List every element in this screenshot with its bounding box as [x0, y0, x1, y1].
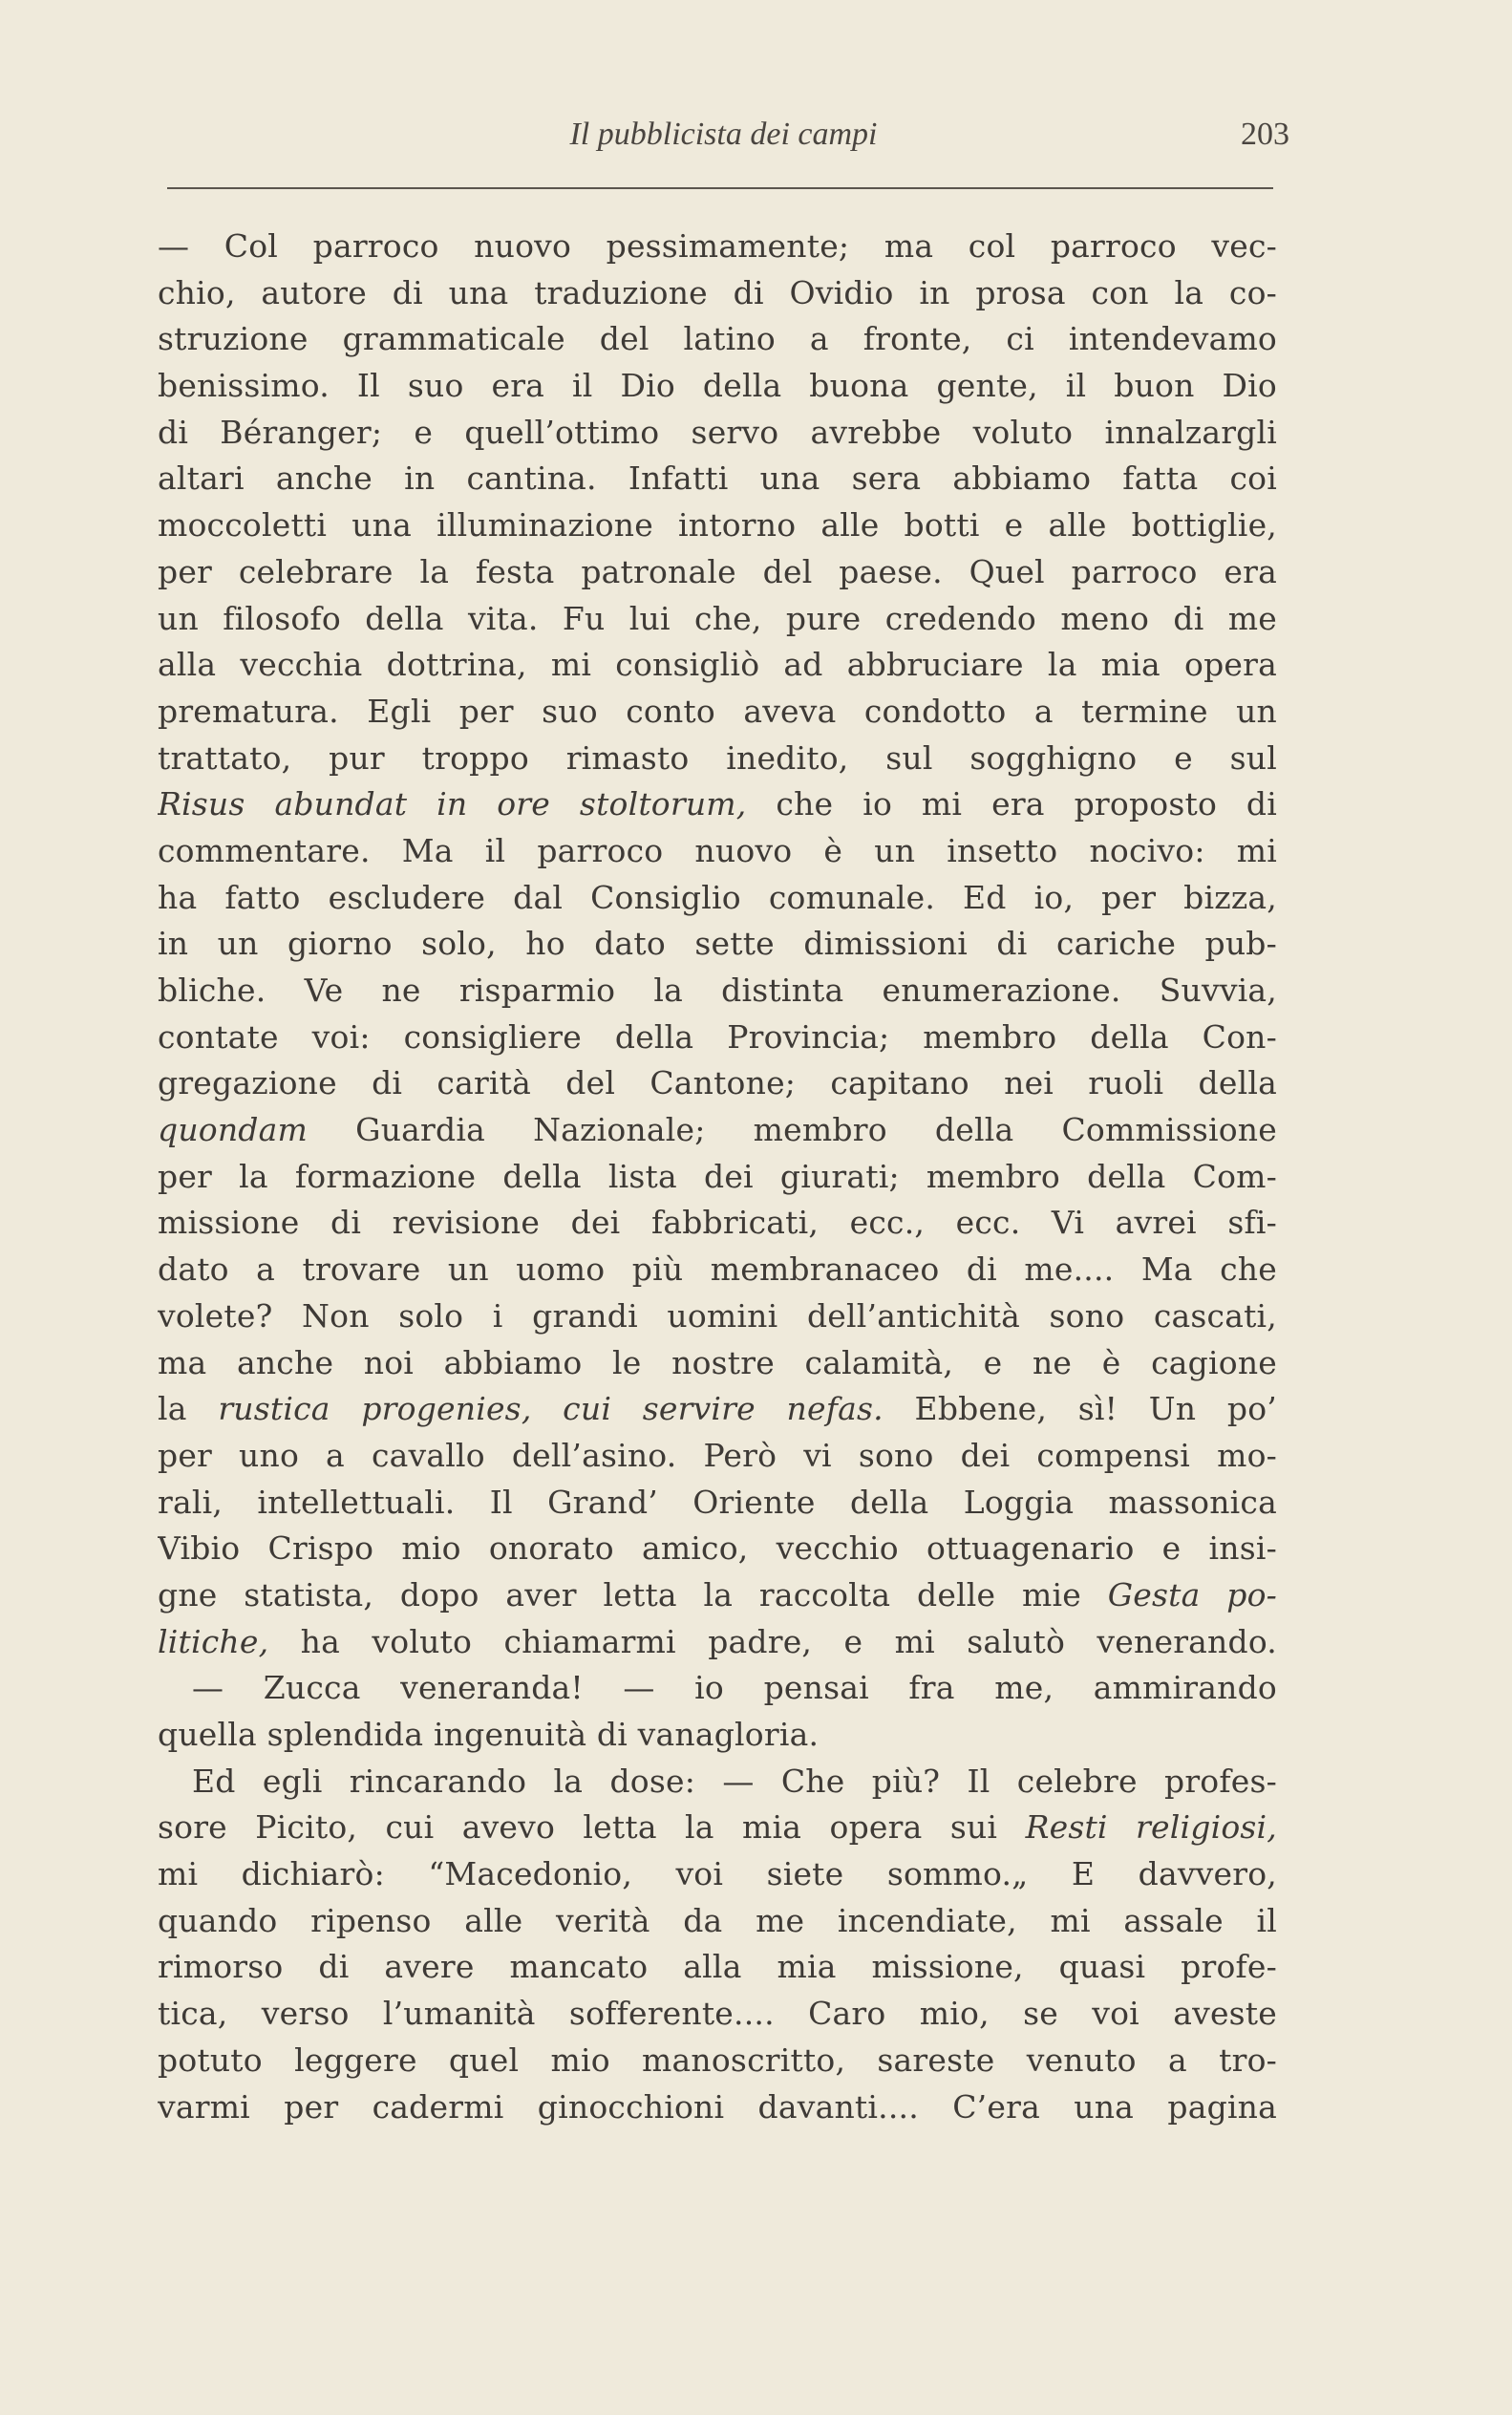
line-text: — Col parroco nuovo pessimamente; ma col parroco vec-	[158, 227, 1277, 265]
italic-phrase: Risus abundat in ore stoltorum,	[158, 785, 747, 823]
line-text: per la formazione della lista dei giurati; membro della Com-	[158, 1157, 1277, 1195]
line-text: — Zucca veneranda! — io pensai fra me, ammirando	[192, 1669, 1277, 1707]
text-line	[158, 1015, 1277, 1061]
body-text	[158, 224, 1277, 2130]
line-text: rali, intellettuali. Il Grand’ Oriente della Loggia massonica	[158, 1483, 1277, 1521]
text-line	[158, 875, 1277, 922]
line-text: missione di revisione dei fabbricati, ecc., ecc. Vi avrei sfi-	[158, 1204, 1277, 1242]
line-text: altari anche in cantina. Infatti una sera abbiamo fatta coi	[158, 459, 1277, 498]
text-line	[158, 1480, 1277, 1527]
line-text: per uno a cavallo dell’asino. Però vi sono dei compensi mo-	[158, 1436, 1277, 1474]
line-text: commentare. Ma il parroco nuovo è un insetto nocivo: mi	[158, 831, 1277, 869]
text-line	[158, 1712, 1277, 1759]
italic-phrase: quondam	[158, 1111, 308, 1149]
text-line	[158, 1572, 1277, 1619]
text-line	[158, 736, 1277, 782]
page-number: 203	[1241, 117, 1289, 152]
text-line	[158, 1433, 1277, 1480]
text-line	[158, 1898, 1277, 1945]
text-line	[158, 642, 1277, 689]
line-prefix: sore Picito, cui avevo letta la mia opera sui	[158, 1808, 1026, 1847]
text-line	[158, 1060, 1277, 1107]
text-line	[158, 502, 1277, 549]
text-line	[158, 1805, 1277, 1851]
header-rule	[167, 187, 1273, 189]
line-text: quando ripenso alle verità da me incendiate, mi assale il	[158, 1901, 1277, 1939]
text-line	[158, 1759, 1277, 1806]
line-text: trattato, pur troppo rimasto inedito, sul sogghigno e sul	[158, 738, 1277, 777]
text-line	[158, 1991, 1277, 2038]
line-text: mi dichiarò: “Macedonio, voi siete sommo.„ E davvero,	[158, 1855, 1277, 1893]
running-header	[158, 117, 1289, 170]
line-text: bliche. Ve ne risparmio la distinta enumerazione. Suvvia,	[158, 972, 1277, 1009]
text-line	[158, 968, 1277, 1015]
line-text: ha voluto chiamarmi padre, e mi salutò venerando.	[268, 1622, 1277, 1660]
line-text: per celebrare la festa patronale del paese. Quel parroco era	[158, 552, 1277, 590]
text-line	[158, 1340, 1277, 1387]
text-line	[158, 828, 1277, 875]
text-line	[158, 2084, 1277, 2131]
text-line	[158, 921, 1277, 968]
text-line	[158, 1619, 1277, 1666]
text-line	[158, 456, 1277, 502]
text-line	[158, 363, 1277, 410]
line-text: quella splendida ingenuità di vanagloria.	[158, 1716, 820, 1753]
text-line	[158, 1154, 1277, 1201]
line-text: gregazione di carità del Cantone; capitano nei ruoli della	[158, 1064, 1277, 1102]
text-line	[158, 1107, 1277, 1154]
line-text: moccoletti una illuminazione intorno alle botti e alle bottiglie,	[158, 506, 1277, 545]
line-text: potuto leggere quel mio manoscritto, sareste venuto a tro-	[158, 2041, 1277, 2079]
text-line	[158, 781, 1277, 828]
line-text: varmi per cadermi ginocchioni davanti.... C’era una pagina	[158, 2087, 1277, 2126]
text-line	[158, 1944, 1277, 1991]
italic-phrase: rustica progenies, cui servire nefas.	[218, 1390, 884, 1428]
line-text: rimorso di avere mancato alla mia missione, quasi profe-	[158, 1948, 1277, 1986]
italic-phrase: Resti religiosi,	[1025, 1808, 1277, 1847]
text-line	[158, 1665, 1277, 1712]
text-line	[158, 1851, 1277, 1898]
line-text: Ebbene, sì! Un po’	[883, 1390, 1277, 1428]
text-line	[158, 410, 1277, 457]
italic-phrase: litiche,	[158, 1622, 269, 1660]
line-text: che io mi era proposto di	[746, 785, 1277, 823]
text-line	[158, 1386, 1277, 1433]
line-text: chio, autore di una traduzione di Ovidio in prosa con la co-	[158, 273, 1277, 311]
text-line	[158, 2038, 1277, 2084]
line-text: un filosofo della vita. Fu lui che, pure credendo meno di me	[158, 599, 1277, 637]
text-line	[158, 1526, 1277, 1572]
line-text: alla vecchia dottrina, mi consigliò ad abbruciare la mia opera	[158, 646, 1277, 684]
text-line	[158, 270, 1277, 317]
line-text: tica, verso l’umanità sofferente.... Caro mio, se voi aveste	[158, 1995, 1277, 2033]
text-line	[158, 224, 1277, 270]
text-line	[158, 316, 1277, 363]
text-line	[158, 596, 1277, 643]
line-text: contate voi: consigliere della Provincia; membro della Con-	[158, 1017, 1277, 1056]
line-prefix: la	[158, 1390, 219, 1428]
text-line	[158, 1293, 1277, 1340]
text-line	[158, 549, 1277, 596]
line-text: volete? Non solo i grandi uomini dell’antichità sono cascati,	[158, 1296, 1277, 1335]
line-text: ma anche noi abbiamo le nostre calamità, e ne è cagione	[158, 1343, 1277, 1381]
line-text: benissimo. Il suo era il Dio della buona gente, il buon Dio	[158, 367, 1277, 405]
line-text: Ed egli rincarando la dose: — Che più? Il celebre profes-	[192, 1762, 1277, 1800]
italic-phrase: Gesta po-	[1107, 1575, 1277, 1614]
text-line	[158, 1200, 1277, 1247]
line-text: Guardia Nazionale; membro della Commissione	[308, 1111, 1277, 1149]
line-text: di Béranger; e quell’ottimo servo avrebbe voluto innalzargli	[158, 413, 1277, 451]
text-line	[158, 1247, 1277, 1293]
line-text: struzione grammaticale del latino a fronte, ci intendevamo	[158, 320, 1277, 358]
line-text: prematura. Egli per suo conto aveva condotto a termine un	[158, 692, 1277, 730]
text-line	[158, 689, 1277, 736]
line-text: ha fatto escludere dal Consiglio comunale. Ed io, per bizza,	[158, 878, 1277, 916]
running-title: Il pubblicista dei campi	[569, 117, 878, 152]
line-text: dato a trovare un uomo più membranaceo di me.... Ma che	[158, 1250, 1277, 1289]
line-text: in un giorno solo, ho dato sette dimissioni di cariche pub-	[158, 925, 1277, 963]
line-prefix: gne statista, dopo aver letta la raccolta delle mie	[158, 1575, 1108, 1614]
line-text: Vibio Crispo mio onorato amico, vecchio ottuagenario e insi-	[158, 1529, 1277, 1568]
